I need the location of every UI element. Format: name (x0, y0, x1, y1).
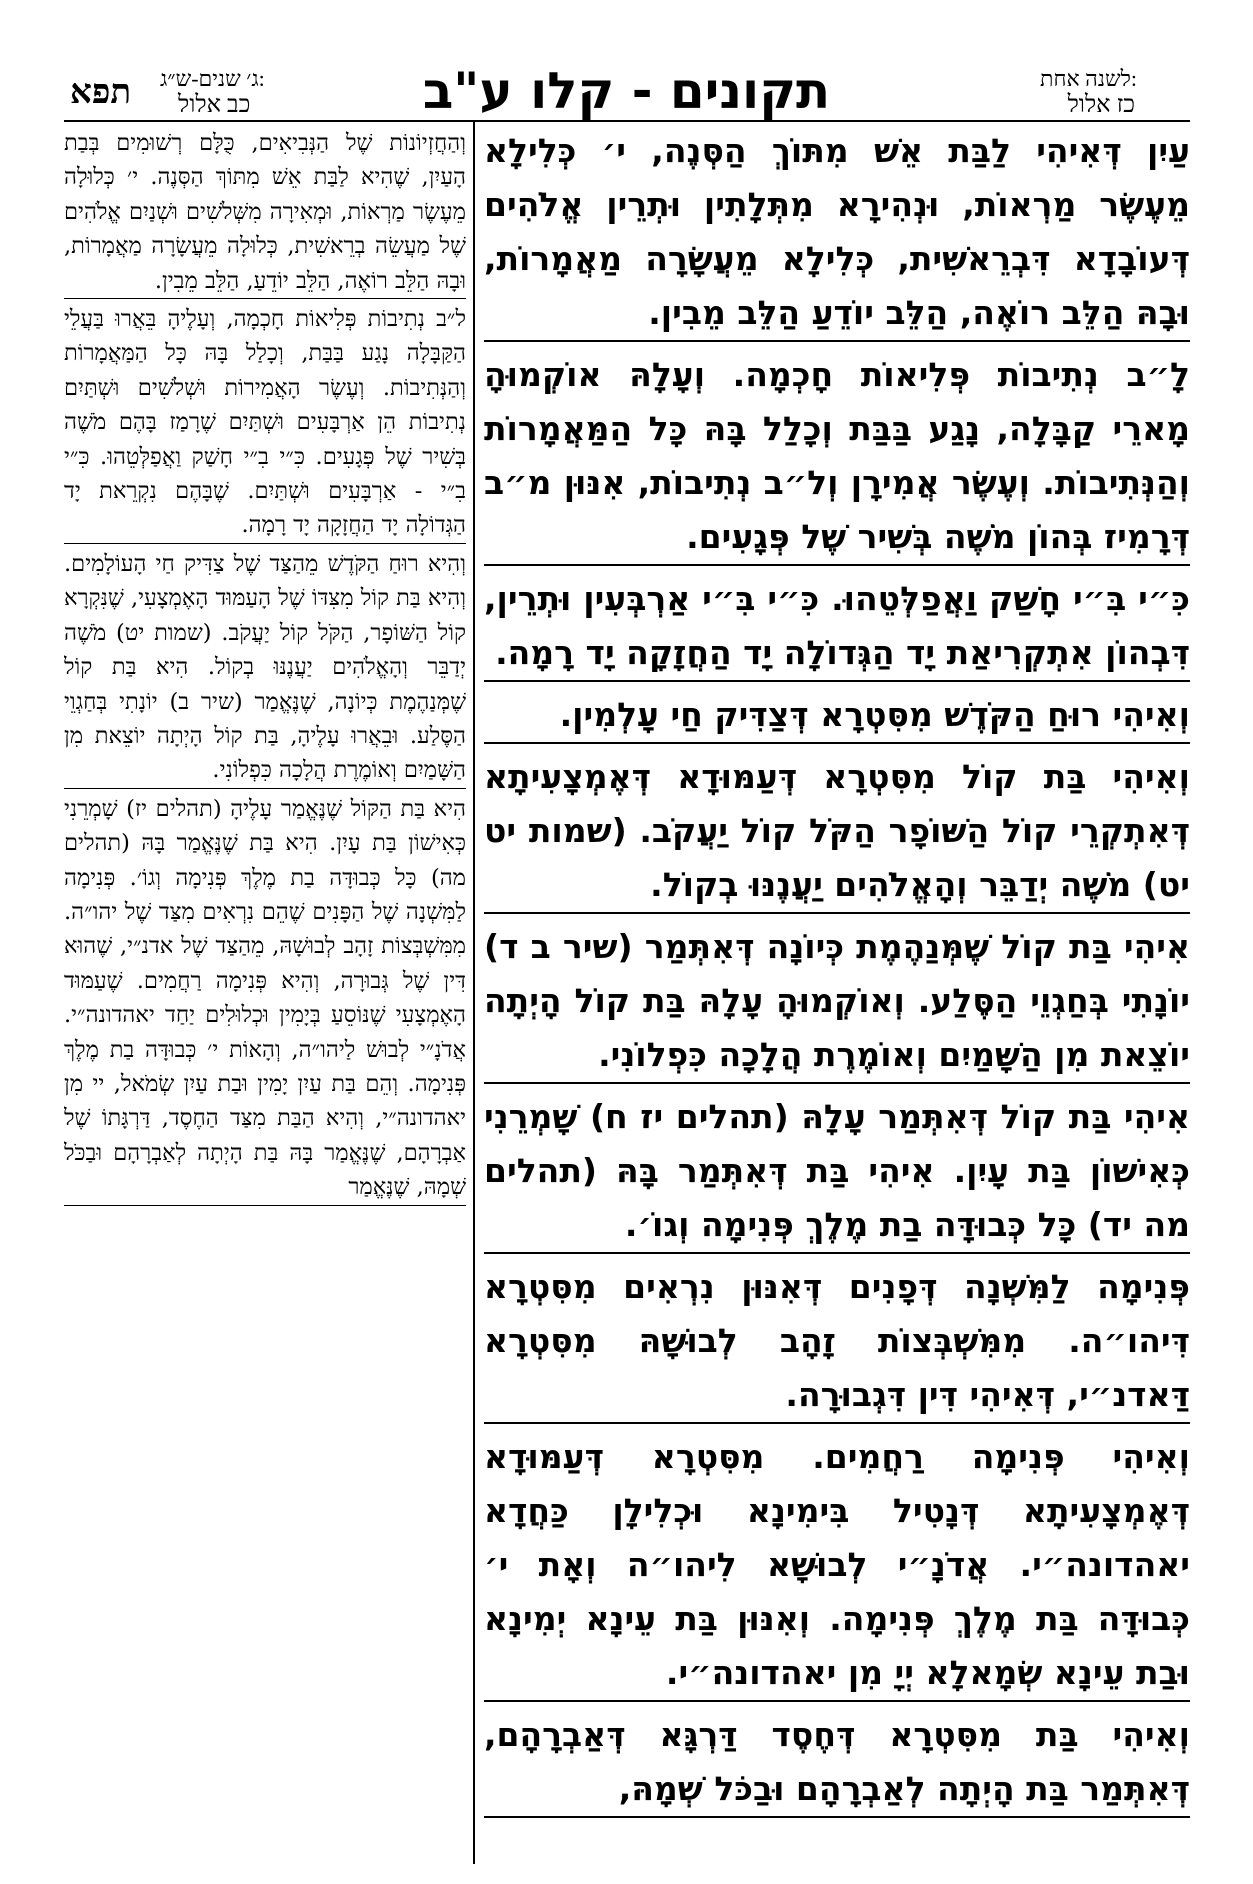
schedule-date-right: כז אלול (1067, 92, 1135, 118)
main-paragraph: אִיהִי בַּת קוֹל שֶׁמְּנַהֶמֶת כְּיוֹנָה דְּאִתְּמַר (שיר ב ד) יוֹנָתִי בְּחַגְוֵי הַסֶּלַע. וְאוֹקְמוּהָ עָלָהּ בַּת קוֹל הָיְתָה יוֹצֵאת מִן הַשָּׁמַיִם וְאוֹמֶרֶת הֲלָכָה כִּפְלוֹנִי. (484, 920, 1190, 1084)
header-rule (64, 120, 1190, 122)
schedule-one-year: לשנה אחת: (1040, 66, 1137, 91)
main-paragraph: לָ״ב נְתִיבוֹת פְּלִיאוֹת חָכְמָה. וְעָלָהּ אוֹקְמוּהָ מָארֵי קַבָּלָה, נָגַע בַּבַּת וְכָלַל בָּהּ כָּל הַמַּאֲמָרוֹת וְהַנְּתִיבוֹת. וְעֶשֶׂר אֲמִירָן וְל״ב נְתִיבוֹת, אִנּוּן מ״ב דְּרָמִיז בְּהוֹן מֹשֶׁה בְּשִׁיר שֶׁל פְּגָעִים. (484, 348, 1190, 566)
page-title: תקונים - קלו ע"ב (422, 62, 831, 120)
commentary-paragraph: וְהַחֲזְיוֹנוֹת שֶׁל הַנְּבִיאִים, כֻּלָּם רְשׁוּמִים בְּבַת הָעַיִן, שֶׁהִיא לַבַּת אֵשׁ מִתּוֹךְ הַסְּנֶה. י׳ כְּלוּלָה מֵעֶשֶׂר מַרְאוֹת, וּמְאִירָה מִשְּׁלֹשִׁים וּשְׁנַיִם אֱלֹהִים שֶׁל מַעֲשֵׂה בְרֵאשִׁית, כְּלוּלָה מֵעֲשָׂרָה מַאֲמָרוֹת, וּבָהּ הַלֵּב רוֹאֶה, הַלֵּב יוֹדֵעַ, הַלֵּב מֵבִין. (64, 126, 466, 299)
main-paragraph: כִּ״י בִּ״י חָשַׁק וַאֲפַלְּטֵהוּ. כִּ״י בִּ״י אַרְבְּעִין וּתְרֵין, דִּבְהוֹן אִתְקְרִיאַת יָד הַגְּדוֹלָה יָד הַחֲזָקָה יָד רָמָה. (484, 572, 1190, 682)
page-number: תפא (70, 72, 132, 112)
page-header (0, 0, 1253, 120)
schedule-three-years: ג׳ שנים-ש״ג: (160, 66, 265, 91)
column-divider (473, 122, 475, 1864)
commentary-paragraph: וְהִיא רוּחַ הַקֹּדֶשׁ מֵהַצַּד שֶׁל צַדִּיק חַי הָעוֹלָמִים. וְהִיא בַּת קוֹל מִצִּדּוֹ שֶׁל הָעַמּוּד הָאֶמְצָעִי, שֶׁנִּקְרָא קוֹל הַשּׁוֹפָר, הַקֹּל קוֹל יַעֲקֹב. (שמות יט) מֹשֶׁה יְדַבֵּר וְהָאֱלֹהִים יַעֲנֶנּוּ בְקוֹל. הִיא בַּת קוֹל שֶׁמְּנַהֶמֶת כְּיוֹנָה, שֶׁנֶּאֱמַר (שיר ב) יוֹנָתִי בְּחַגְוֵי הַסֶּלַע. וּבֵאֲרוּ עָלֶיהָ, בַּת קוֹל הָיְתָה יוֹצֵאת מִן הַשָּׁמַיִם וְאוֹמֶרֶת הֲלָכָה כִּפְלוֹנִי. (64, 547, 466, 789)
main-paragraph: וְאִיהִי פְּנִימָה רַחֲמִים. מִסִּטְרָא דְּעַמּוּדָא דְּאֶמְצָעִיתָא דְּנָטִיל בִּימִינָא וּכְלִילָן כַּחֲדָא יאהדונה״י. אֲדֹנָ״י לְבוּשָׁא לִיהו״ה וְאָת י׳ כְּבוּדָּה בַּת מֶלֶךְ פְּנִימָה. וְאִנּוּן בַּת עֵינָא יְמִינָא וּבַת עֵינָא שְׂמָאלָא יְיָ מִן יאהדונה״י. (484, 1430, 1190, 1702)
main-text-column (484, 124, 1190, 1864)
commentary-paragraph: ל״ב נְתִיבוֹת פְּלִיאוֹת חָכְמָה, וְעָלֶיהָ בֵּאֲרוּ בַּעֲלֵי הַקַּבָּלָה נָגַע בַּבַּת, וְכָלַל בָּהּ כָּל הַמַּאֲמָרוֹת וְהַנְּתִיבוֹת. וְעֶשֶׂר הָאֲמִירוֹת וּשְׁלֹשִׁים וּשְׁתַּיִם נְתִיבוֹת הֵן אַרְבָּעִים וּשְׁתַּיִם שֶׁרָמַז בָּהֶם מֹשֶׁה בְּשִׁיר שֶׁל פְּגָעִים. כִּ״י בִ״י חָשַׁק וַאֲפַלְּטֵהוּ. כִּ״י בִ״י - אַרְבָּעִים וּשְׁתַּיִם. שֶׁבָּהֶם נִקְרֵאת יָד הַגְּדוֹלָה יָד הַחֲזָקָה יָד רָמָה. (64, 302, 466, 544)
main-paragraph: פְּנִימָה לַמִּשְׁנָה דְּפָנִים דְּאִנּוּן נִרְאִים מִסִּטְרָא דִּיהו״ה. מִמִּשְׁבְּצוֹת זָהָב לְבוּשָׁהּ מִסִּטְרָא דַּאדנ״י, דְּאִיהִי דִּין דִּגְבוּרָה. (484, 1260, 1190, 1424)
main-paragraph: עַיִן דְּאִיהִי לַבַּת אֵשׁ מִתּוֹךְ הַסְּנֶה, י׳ כְּלִילָא מֵעֶשֶׂר מַרְאוֹת, וּנְהִירָא מִתְּלָתִין וּתְרֵין אֱלֹהִים דְּעוֹבָדָא דִּבְרֵאשִׁית, כְּלִילָא מֵעֲשָׂרָה מַאֲמָרוֹת, וּבָהּ הַלֵּב רוֹאֶה, הַלֵּב יוֹדֵעַ הַלֵּב מֵבִין. (484, 124, 1190, 342)
commentary-paragraph: הִיא בַּת הַקּוֹל שֶׁנֶּאֱמַר עָלֶיהָ (תהלים יז) שָׁמְרֵנִי כְּאִישׁוֹן בַּת עָיִן. הִיא בַּת שֶׁנֶּאֱמַר בָּהּ (תהלים מה) כָּל כְּבוּדָּה בַת מֶלֶךְ פְּנִימָה וְגוֹ׳. פְּנִימָה לַמִּשְׁנָה שֶׁל הַפָּנִים שֶׁהֵם נִרְאִים מִצַּד שֶׁל יהו״ה. מִמִּשְׁבְּצוֹת זָהָב לְבוּשָׁהּ, מֵהַצַּד שֶׁל אדנ״י, שֶׁהוּא דִּין שֶׁל גְּבוּרָה, וְהִיא פְּנִימָה רַחֲמִים. שֶׁעַמּוּד הָאֶמְצָעִי שֶׁנּוֹסֵעַ בְּיָמִין וּכְלוּלִים יַחַד יאהדונה״י. אֲדֹנָ״י לְבוּשׁ לַיהו״ה, וְהָאוֹת י׳ כְּבוּדָּה בַת מֶלֶךְ פְּנִימָה. וְהֵם בַּת עַיִן יָמִין וּבַת עַיִן שְׂמֹאל, יי מִן יאהדונה״י, וְהִיא הַבַּת מִצַּד הַחֶסֶד, דַּרְגָּתוֹ שֶׁל אַבְרָהָם, שֶׁנֶּאֱמַר בָּהּ בַּת הָיְתָה לְאַבְרָהָם וּבַכֹּל שְׁמָהּ, שֶׁנֶּאֱמַר (64, 792, 466, 1206)
main-paragraph: וְאִיהִי רוּחַ הַקֹּדֶשׁ מִסִּטְרָא דְּצַדִּיק חַי עָלְמִין. (484, 688, 1190, 744)
commentary-column (64, 126, 466, 1864)
main-paragraph: וְאִיהִי בַּת מִסִּטְרָא דְּחֶסֶד דַּרְגָּא דְּאַבְרָהָם, דְּאִתְּמַר בַּת הָיְתָה לְאַבְרָהָם וּבַכֹּל שְׁמָהּ, (484, 1708, 1190, 1818)
schedule-date-left: כב אלול (178, 92, 251, 118)
main-paragraph: וְאִיהִי בַּת קוֹל מִסִּטְרָא דְּעַמּוּדָא דְּאֶמְצָעִיתָא דְּאִתְקְרֵי קוֹל הַשּׁוֹפָר הַקֹּל קוֹל יַעֲקֹב. (שמות יט יט) מֹשֶׁה יְדַבֵּר וְהָאֱלֹהִים יַעֲנֶנּוּ בְקוֹל. (484, 750, 1190, 914)
main-paragraph: אִיהִי בַּת קוֹל דְּאִתְּמַר עָלָהּ (תהלים יז ח) שָׁמְרֵנִי כְּאִישׁוֹן בַּת עָיִן. אִיהִי בַּת דְּאִתְּמַר בָּהּ (תהלים מה יד) כָּל כְּבוּדָּה בַת מֶלֶךְ פְּנִימָה וְגוֹ׳. (484, 1090, 1190, 1254)
